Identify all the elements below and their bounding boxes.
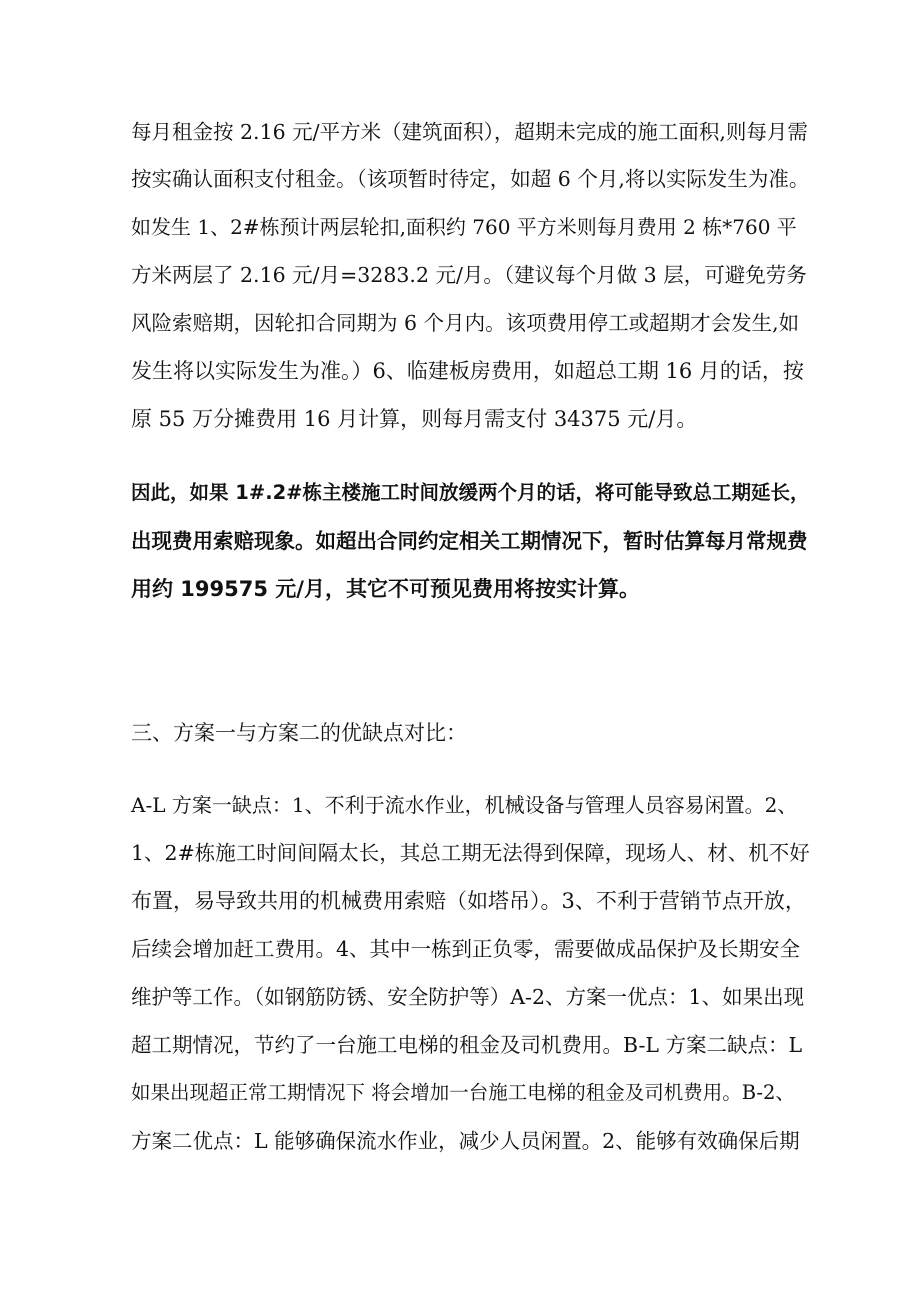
text-line: 方案二优点：L 能够确保流水作业，减少人员闲置。2、能够有效确保后期 [131,1129,800,1153]
text-line: 每月租金按 2.16 元/平方米（建筑面积），超期未完成的施工面积,则每月需 [131,120,808,144]
text-line: 发生将以实际发生为准。）6、临建板房费用，如超总工期 16 月的话，按 [131,359,804,383]
text-line: 后续会增加赶工费用。4、其中一栋到正负零，需要做成品保护及长期安全 [131,937,801,961]
bold-text-line: 出现费用索赔现象。如超出合同约定相关工期情况下，暂时估算每月常规费 [131,529,808,553]
text-line: 风险索赔期，因轮扣合同期为 6 个月内。该项费用停工或超期才会发生,如 [131,311,800,335]
text-line: 按实确认面积支付租金。（该项暂时待定，如超 6 个月,将以实际发生为准。 [131,167,810,191]
text-line: 超工期情况，节约了一台施工电梯的租金及司机费用。B-L 方案二缺点：L [131,1033,803,1057]
bold-text-line: 用约 199575 元/月，其它不可预见费用将按实计算。 [131,577,640,601]
text-line: 如果出现超正常工期情况下 将会增加一台施工电梯的租金及司机费用。B-2、 [131,1081,795,1104]
text-line: 如发生 1、2#栋预计两层轮扣,面积约 760 平方米则每月费用 2 栋*760 平 [131,215,797,239]
text-line: 方米两层了 2.16 元/月=3283.2 元/月。（建议每个月做 3 层，可避免劳务 [131,263,807,287]
text-line: 原 55 万分摊费用 16 月计算，则每月需支付 34375 元/月。 [131,407,698,431]
text-line: 布置，易导致共用的机械费用索赔（如塔吊）。3、不利于营销节点开放， [131,889,806,913]
text-line: 1、2#栋施工时间间隔太长，其总工期无法得到保障，现场人、材、机不好 [131,841,810,865]
text-line: A-L 方案一缺点：1、不利于流水作业，机械设备与管理人员容易闲置。2、 [131,793,798,817]
text-line: 维护等工作。（如钢筋防锈、安全防护等）A-2、方案一优点：1、如果出现 [131,985,805,1009]
section-heading: 三、方案一与方案二的优缺点对比： [131,721,467,745]
bold-text-line: 因此，如果 1#.2#栋主楼施工时间放缓两个月的话，将可能导致总工期延长， [131,481,810,504]
